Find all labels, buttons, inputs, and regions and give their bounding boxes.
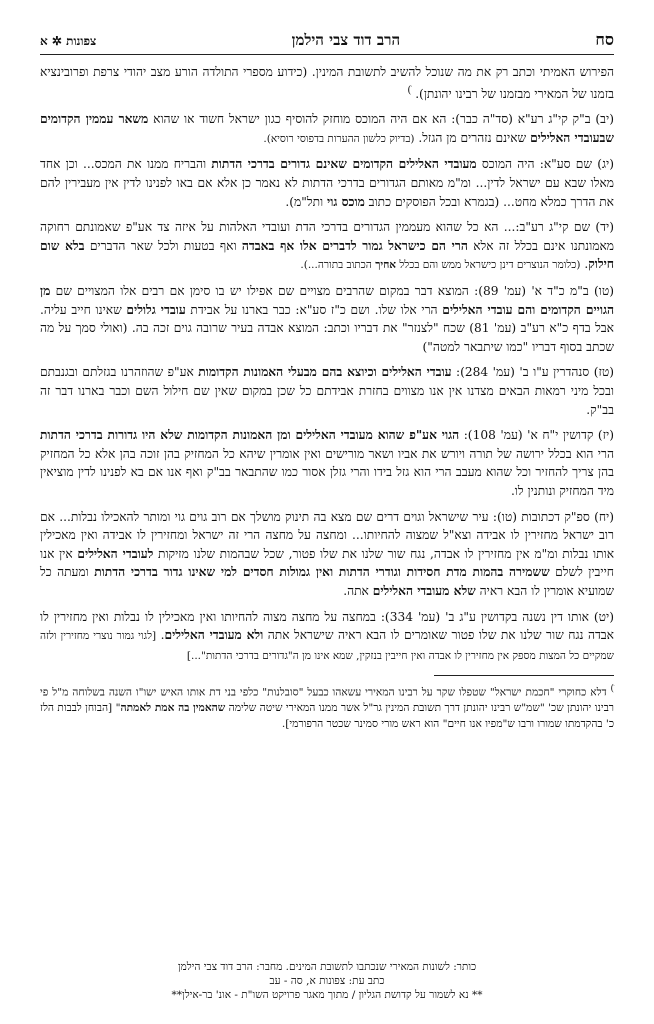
page-footer [40,960,614,1002]
paragraph-17: (יז) קדושין י"ח א' (עמ' 108): הגוי אע"פ שהוא מעובדי האלילים ומן האמונות הקדומות שלא היו גדורות בדרכי הדתות הרי הוא בכלל ירושה של תורה ויורש את אביו ושאר מורישים ואין אומרין שיהא כל המחזיק בהן זוכה בהן אלא כל המחזיק בהן צריך להחזיר וכל שהוא מעבב הרי הוא גזל בידו והרי גזלן אסור כמו שהתבאר בב"ק ואף אנו אם בא לפנינו לדין מוציאין מיד המחזיק ונותנין לו. [40,428,614,498]
footnote-marker: ׂ) [407,84,412,96]
paragraph-14: (יד) שם קי"ג רע"ב:... הא כל שהוא מעממין הגדורים בדרכי הדת ועובדי האלהות על איזה צד אע"פ שאמונתם רחוקה מאמונתנו אינם בכלל זה אלא הרי הם כישראל גמור לדברים אלו אף באבדה ואף בטעות ולכל שאר הדברים בלא שום חילוק. (כלומר הנוצרים דינן כישראל ממש והם בכלל אחיך הכתוב בתורה...). [40,220,614,272]
page-number: סח [595,30,614,49]
author-title: הרב דוד צבי הילמן [291,31,401,49]
footer-citation: כותר: לשונות המאירי שנכתבו לתשובת המינים. מחבר: הרב דוד צבי הילמן [177,961,477,973]
paragraph-15: (טו) ב"מ כ"ד א' (עמ' 89): המוצא דבר במקום שהרבים מצויים שם אפילו יש בו סימן אם רבים אלו המצויים שם מן הגויים הקדומים והם עובדי האלילים הרי אלו שלו. ושם כ"ז סע"א: כבר בארנו על אבידת עובדי גלולים שאינו חייב עליה. אבל בדף כ"א רע"ב (עמ' 81) שכח "לצנזר" את דבריו וכתב: המוצא אבדה בעיר שרובה גוים זכה בה. (ואולי סמך על מה שכתב בסוף דבריו "כמו שיתבאר למטה") [40,284,614,354]
paragraph-12: (יב) ב"ק קי"ג רע"א (סד"ה כבר): הא אם היה המוכס מוחזק להוסיף כגון ישראל חשוד או שהוא משאר עממין הקדומים שבעובדי האלילים שאינם נזהרים מן הגזל. (בדיוק כלשון ההערות בדפוסי רוסיא). [40,112,614,145]
footnote-marker: ׂ) [610,684,614,695]
footnote: ׂ) דלא כחוקרי "חכמת ישראל" שטפלו שקר על רבינו המאירי עשאהו כבעל "סובלנות" כלפי בני דת אותו האיש ישו"ו השנה בשלוחה מ"ל פי רבינו יהונתן שכ' "שמ"ש רבינו יהונתן דרך תשובת המינין גר"ל אשר ממנו המאירי שיטה שלימה שהאמין בה אמת לאמתה" [הבוחן לבבות הלז כ' בהקדמתו שמורו ורבו ש"מפיו אנו חיים" הוא ראש מורי סמינר שכטר הרפורמי]. [40,684,614,730]
footer-journal: כתב עת: צפונות א, סה - עב [269,975,385,987]
paragraph-19: (יט) אותו דין נשנה בקדושין ע"ג ב' (עמ' 334): במחצה על מחצה מצוה להחיותו ואין מאכילין לו נבלות ואין מחזירין לו אבדה נגח שור שלנו את שלו פטור שאומרים לו הבא ראיה שישראל אתה ולא מעובדי האלילים. [לגוי גמור נוצרי מחזירין ולזה שמקיים כל המצות מספק אין מחזירין לו אבדה ואין חייבין בנזקין, שמא אינו מן ה"גדורים בדרכי הדתות"...] [40,609,614,662]
paragraph-13: (יג) שם סע"א: היה המוכס מעובדי האלילים הקדומים שאינם גדורים בדרכי הדתות והבריח ממנו את המכס... וכן אחד מאלו שבא עם ישראל לדין... ומ"מ מאותם הגדורים בדרכי הדתות לא נאמר כן אלא אם באו לפנינו לדין אין מעבירין להם את הדרך כמלא מחט... (בגמרא ובכל הפוסקים כתוב מוכס גוי ותל"מ). [40,157,614,209]
paragraph-18: (יח) ספ"ק דכתובות (טו): עיר שישראל וגוים דרים שם מצא בה תינוק מושלך אם רוב גוים גוי ומותר להאכילו נבלות... אם רוב ישראל מחזירין לו אבידה וצא"ל שמצוה להחיותו... ומחצה על מחצה הרי זה ישראל ומחזירין לו אבידה ואין מאכילין אותו נבלות ומ"מ אין מחזירין לו אבדה, נגח שור שלנו את שלו פטור, שכל שבהמות שלנו מזיקות לעובדי האלילים אין אנו חייבין לשלם ששמירה בהמות מדת חסידות וגודרי הדתות ואין גמולות חסדים למי שאינו גדור בדרכי הדתות ומעתה כל שמועיא אומרין לו הבא ראיה שלא מעובדי האלילים אתה. [40,509,615,598]
page-header [40,30,614,55]
intro-paragraph: הפירוש האמיתי וכתב רק את מה שנוכל להשיב לתשובת המינין. (כידוע מספרי התולדה הורע מצב יהודי צרפת ופרובינציא בזמנו של המאירי מבזמנו של רבינו יהונתן). ׂ) [40,65,614,101]
footer-notice: ** נא לשמור על קדושת הגליון / מתוך מאגר פרויקט השו"ת - אונ' בר-אילן** [171,989,483,1001]
paragraph-16: (טז) סנהדרין ע"ו ב' (עמ' 284): עובדי האלילים וכיוצא בהם מבעלי האמונות הקדומות אע"פ שהוזהרנו בגזלתם ובגנבתם ובכל מיני רמאות הבאים מצדנו אין אנו מצווים בחזרת אבידתם כל שכן במקום שאין שם חילול השם וכבר בארנו דבר זה בב"ק. [40,365,614,417]
journal-name: צפונות ✲ א [40,34,97,48]
footnote-divider [434,675,614,676]
